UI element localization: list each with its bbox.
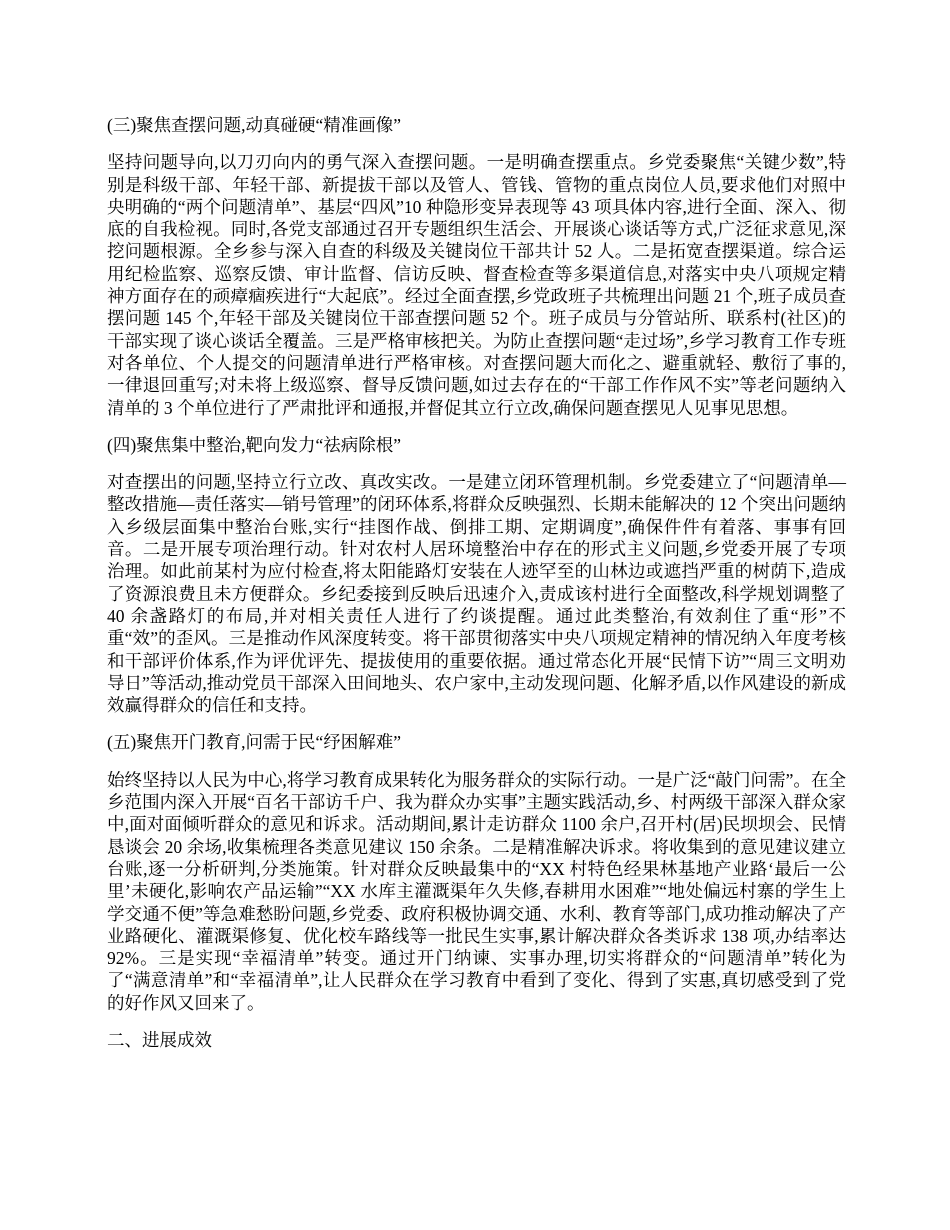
section-5-body: 始终坚持以人民为中心,将学习教育成果转化为服务群众的实际行动。一是广泛“敲门问需”。在全乡范围内深入开展“百名干部访千户、我为群众办实事”主题实践活动,乡、村两级干部深入群众家中,面对面倾听群众的意见和诉求。活动期间,累计走访群众 1100 余户,召开村(居)民坝坝会、民情恳谈会 20 余场,收集梳理各类意见建议 150 余条。二是精准解决诉求。将收集到的意见建议建立台账,逐一分析研判,分类施策。针对群众反映最集中的“XX 村特色经果林基地产业路‘最后一公里’未硬化,影响农产品运输”“XX 水库主灌溉渠年久失修,春耕用水困难”“地处偏远村寨的学生上学交通不便”等急难愁盼问题,乡党委、政府积极协调交通、水利、教育等部门,成功推动解决了产业路硬化、灌溉渠修复、优化校车路线等一批民生实事,累计解决群众各类诉求 138 项,办结率达 92%。三是实现“幸福清单”转变。通过开门纳谏、实事办理,切实将群众的“问题清单”转化为了“满意清单”和“幸福清单”,让人民群众在学习教育中看到了变化、得到了实惠,真切感受到了党的好作风又回来了。: [107, 769, 851, 1013]
section-5: [107, 731, 851, 1014]
section-5-heading: (五)聚焦开门教育,问需于民“纾困解难”: [107, 732, 402, 753]
section-4-body: 对查摆出的问题,坚持立行立改、真改实改。一是建立闭环管理机制。乡党委建立了“问题清单—整改措施—责任落实—销号管理”的闭环体系,将群众反映强烈、长期未能解决的 12 个突出问题纳入乡级层面集中整治台账,实行“挂图作战、倒排工期、定期调度”,确保件件有着落、事事有回音。二是开展专项治理行动。针对农村人居环境整治中存在的形式主义问题,乡党委开展了专项治理。如此前某村为应付检查,将太阳能路灯安装在人迹罕至的山林边或遮挡严重的树荫下,造成了资源浪费且未方便群众。乡纪委接到反映后迅速介入,责成该村进行全面整改,科学规划调整了 40 余盏路灯的布局,并对相关责任人进行了约谈提醒。通过此类整治,有效刹住了重“形”不重“效”的歪风。三是推动作风深度转变。将干部贯彻落实中央八项规定精神的情况纳入年度考核和干部评价体系,作为评优评先、提拔使用的重要依据。通过常态化开展“民情下访”“周三文明劝导日”等活动,推动党员干部深入田间地头、农户家中,主动发现问题、化解矛盾,以作风建设的新成效赢得群众的信任和支持。: [107, 472, 851, 716]
section-4: [107, 434, 851, 717]
section-3: [107, 114, 846, 419]
section-3-body: 坚持问题导向,以刀刃向内的勇气深入查摆问题。一是明确查摆重点。乡党委聚焦“关键少数”,特别是科级干部、年轻干部、新提拔干部以及管人、管钱、管物的重点岗位人员,要求他们对照中央明确的“两个问题清单”、基层“四风”10 种隐形变异表现等 43 项具体内容,进行全面、深入、彻底的自我检视。同时,各党支部通过召开专题组织生活会、开展谈心谈话等方式,广泛征求意见,深挖问题根源。全乡参与深入自查的科级及关键岗位干部共计 52 人。二是拓宽查摆渠道。综合运用纪检监察、巡察反馈、审计监督、信访反映、督查检查等多渠道信息,对落实中央八项规定精神方面存在的顽瘴痼疾进行“大起底”。经过全面查摆,乡党政班子共梳理出问题 21 个,班子成员查摆问题 145 个,年轻干部及关键岗位干部查摆问题 52 个。班子成员与分管站所、联系村(社区)的干部实现了谈心谈话全覆盖。三是严格审核把关。为防止查摆问题“走过场”,乡学习教育工作专班对各单位、个人提交的问题清单进行严格审核。对查摆问题大而化之、避重就轻、敷衍了事的,一律退回重写;对未将上级巡察、督导反馈问题,如过去存在的“干部工作作风不实”等老问题纳入清单的 3 个单位进行了严肃批评和通报,并督促其立行立改,确保问题查摆见人见事见思想。: [107, 152, 846, 418]
section-progress-heading: 二、进展成效: [107, 1029, 212, 1050]
section-3-heading: (三)聚焦查摆问题,动真碰硬“精准画像”: [107, 115, 402, 135]
section-progress: [107, 1029, 846, 1051]
section-4-heading: (四)聚焦集中整治,靶向发力“祛病除根”: [107, 434, 402, 455]
